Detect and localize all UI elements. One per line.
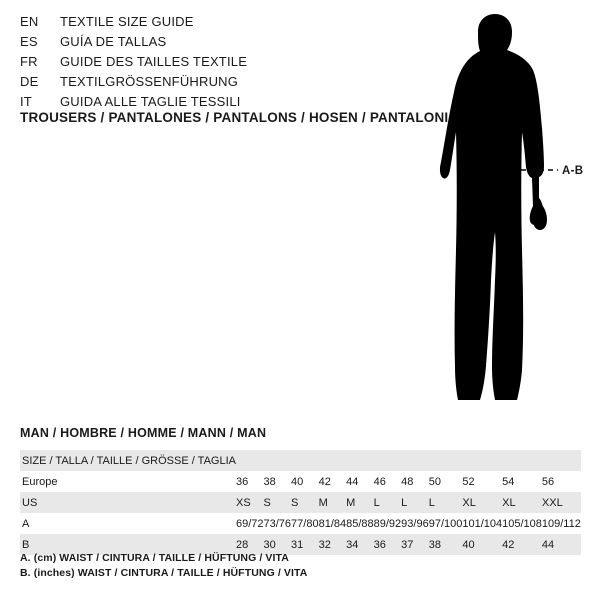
language-row — [20, 34, 380, 54]
cell: 42 — [318, 475, 331, 488]
cell: XS — [236, 492, 264, 513]
cell: M — [319, 492, 347, 513]
cell: S — [291, 492, 319, 513]
male-silhouette-icon — [400, 10, 590, 410]
cell — [291, 450, 319, 471]
cell: 93/96 — [401, 517, 429, 530]
language-row — [20, 54, 380, 74]
cell — [429, 450, 463, 471]
cell: 48 — [401, 475, 414, 488]
language-text: GUÍA DE TALLAS — [60, 34, 167, 49]
cell: S — [264, 492, 292, 513]
language-code: EN — [20, 14, 39, 29]
cell: 101/104 — [462, 517, 503, 530]
cell: 42 — [502, 534, 542, 555]
cell: 81/84 — [318, 517, 347, 530]
cell: 50 — [428, 475, 441, 488]
cell — [346, 450, 374, 471]
cell — [236, 450, 264, 471]
cell: L — [429, 492, 463, 513]
language-header-list — [20, 14, 380, 114]
cell: 52 — [462, 475, 475, 488]
row-label: Europe — [22, 475, 58, 488]
cell: 69/72 — [235, 517, 264, 530]
cell — [319, 450, 347, 471]
cell: 40 — [291, 475, 304, 488]
cell: 34 — [346, 534, 374, 555]
cell: 30 — [264, 534, 292, 555]
cell: 85/88 — [346, 517, 374, 530]
language-code: DE — [20, 74, 39, 89]
cell: 77/80 — [291, 517, 319, 530]
cell: 28 — [236, 534, 264, 555]
cell: 38 — [429, 534, 463, 555]
table-row — [20, 492, 581, 513]
cell: 97/100 — [428, 517, 463, 530]
cell: 73/76 — [263, 517, 292, 530]
cell — [502, 450, 542, 471]
cell: 36 — [374, 534, 402, 555]
table-row — [20, 450, 581, 471]
section-title: TROUSERS / PANTALONES / PANTALONS / HOSEN / PANTALONI — [20, 110, 449, 125]
cell: 40 — [462, 534, 502, 555]
cell: 32 — [319, 534, 347, 555]
cell: 36 — [235, 475, 249, 488]
cell: 89/92 — [373, 517, 402, 530]
row-label: A — [22, 517, 30, 530]
language-text: TEXTILGRÖSSENFÜHRUNG — [60, 74, 239, 89]
cell: L — [374, 492, 402, 513]
cell: XXL — [542, 492, 581, 513]
cell: 37 — [401, 534, 429, 555]
row-label: SIZE / TALLA / TAILLE / GRÖSSE / TAGLIA — [20, 450, 236, 471]
cell: 38 — [263, 475, 276, 488]
cell: 44 — [542, 534, 581, 555]
cell: 56 — [541, 475, 555, 488]
table-caption-man: MAN / HOMBRE / HOMME / MANN / MAN — [20, 426, 267, 440]
cell: 109/112 — [541, 517, 581, 530]
cell — [542, 450, 581, 471]
footnote-a: A. (cm) WAIST / CINTURA / TAILLE / HÜFTUNG / VITA — [20, 552, 289, 564]
cell: 31 — [291, 534, 319, 555]
table-row — [20, 513, 581, 534]
cell: 105/108 — [502, 517, 542, 530]
figure-illustration — [400, 10, 590, 410]
cell — [264, 450, 292, 471]
language-row — [20, 14, 380, 34]
cell: L — [401, 492, 429, 513]
cell: 46 — [373, 475, 386, 488]
cell: XL — [502, 492, 542, 513]
row-label: B — [20, 534, 236, 555]
language-code: FR — [20, 54, 38, 69]
table-row — [20, 471, 581, 492]
cell — [401, 450, 429, 471]
cell: M — [346, 492, 374, 513]
cell — [374, 450, 402, 471]
footnote-b: B. (inches) WAIST / CINTURA / TAILLE / HÜFTUNG / VITA — [20, 567, 308, 579]
row-label: US — [20, 492, 236, 513]
cell: 44 — [346, 475, 359, 488]
cell — [462, 450, 502, 471]
language-text: GUIDE DES TAILLES TEXTILE — [60, 54, 248, 69]
size-table — [20, 450, 581, 555]
language-text: GUIDA ALLE TAGLIE TESSILI — [60, 94, 241, 109]
language-text: TEXTILE SIZE GUIDE — [60, 14, 194, 29]
footnotes — [20, 551, 307, 581]
language-code: ES — [20, 34, 38, 49]
cell: 54 — [502, 475, 515, 488]
language-row — [20, 74, 380, 94]
measurement-label-ab: A-B — [562, 165, 584, 177]
language-code: IT — [20, 94, 32, 109]
cell: XL — [462, 492, 502, 513]
